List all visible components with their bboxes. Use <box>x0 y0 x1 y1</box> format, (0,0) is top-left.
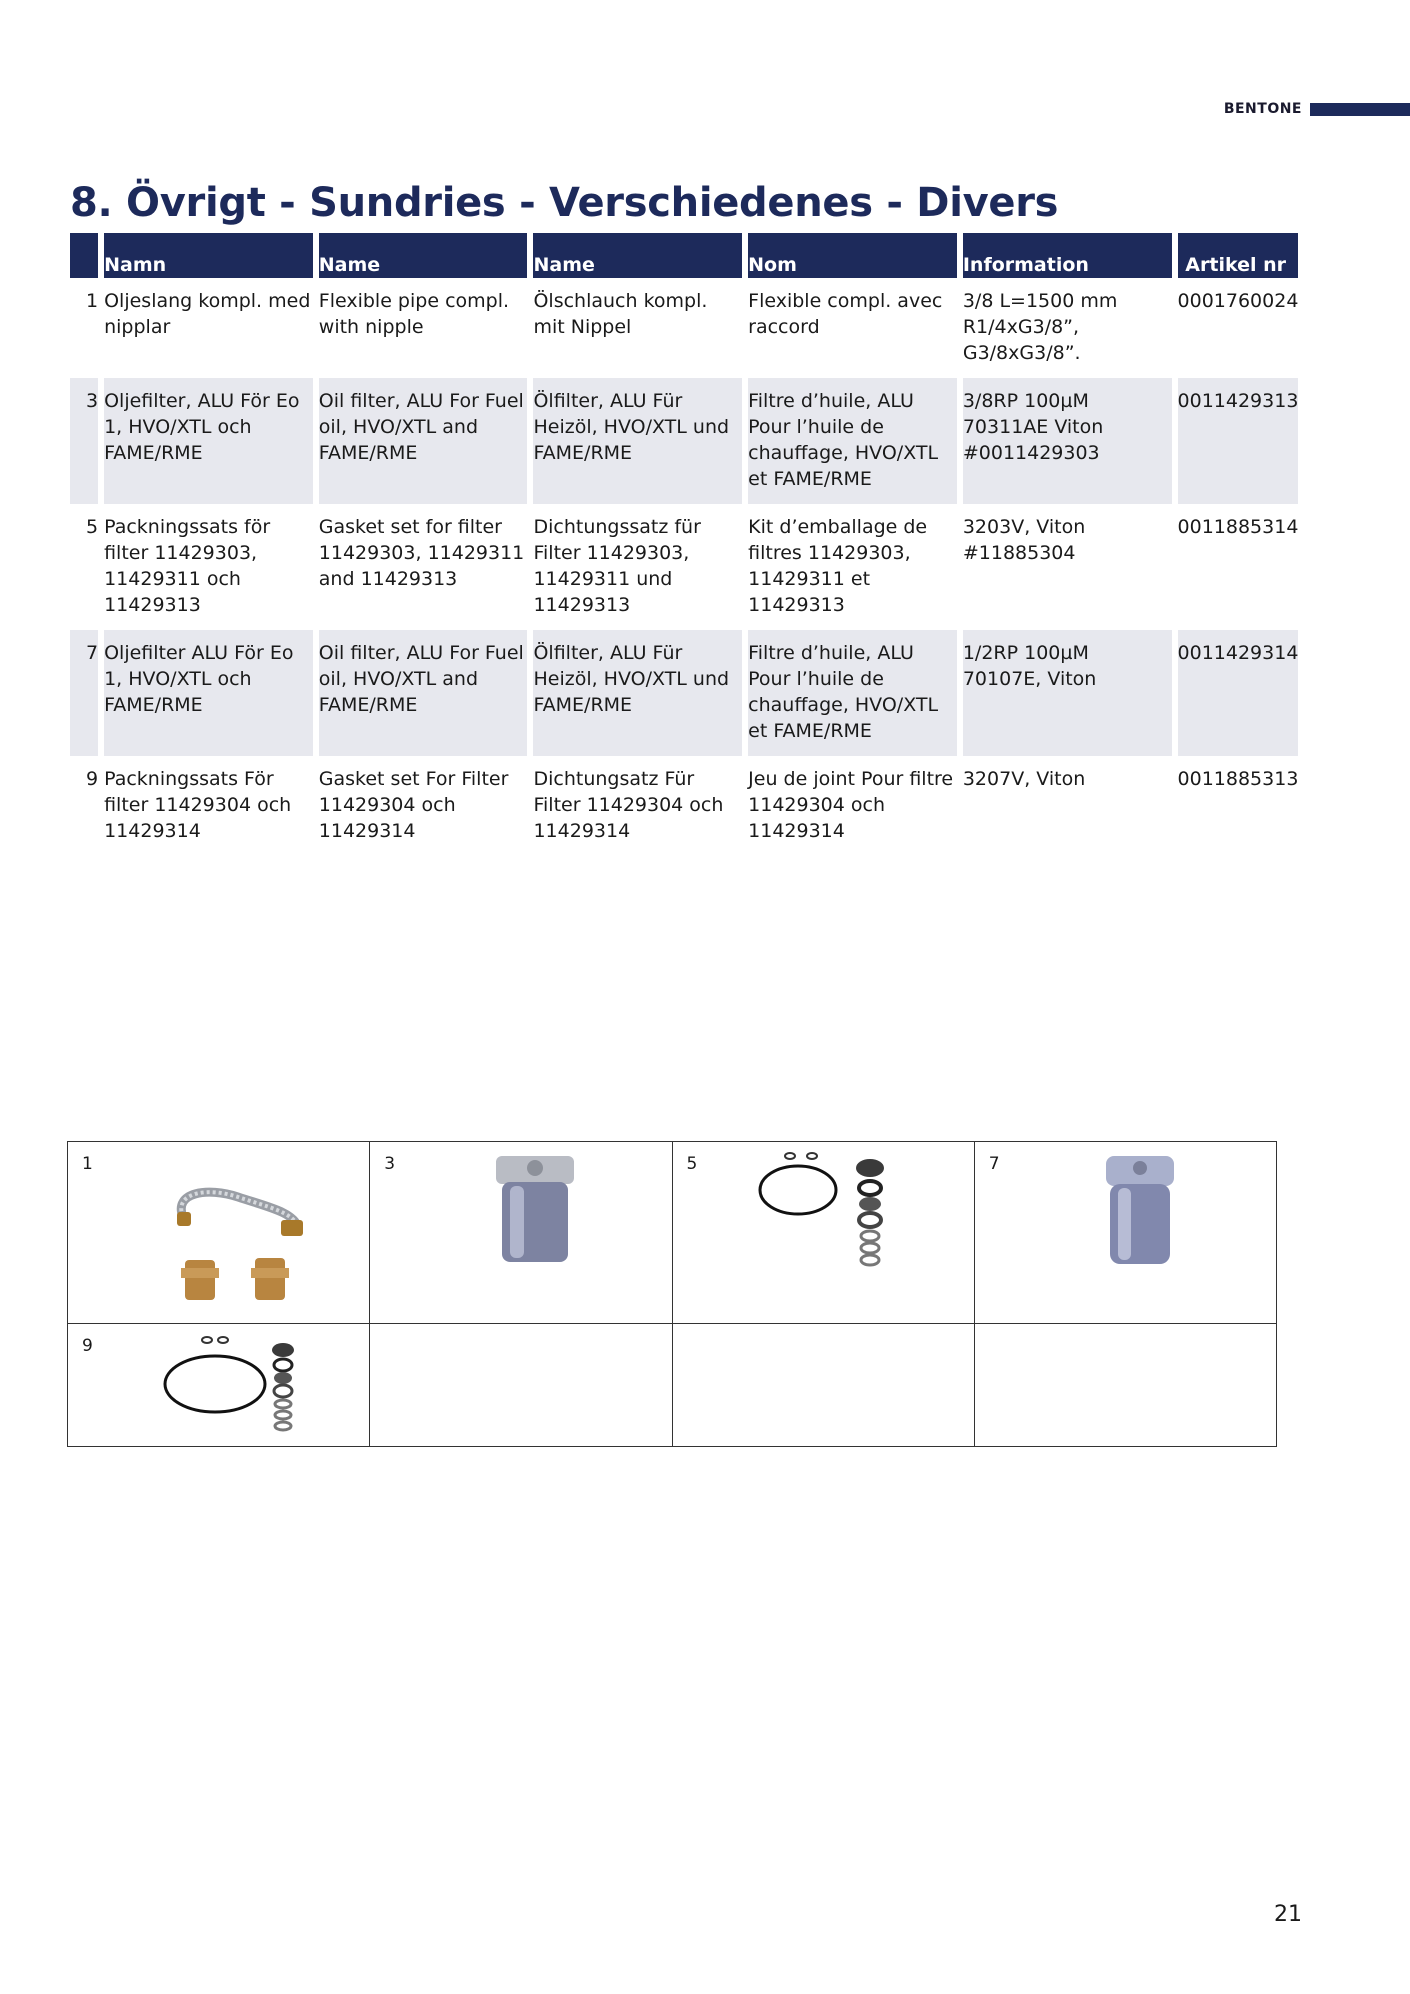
cell-en: Oil filter, ALU For Fuel oil, HVO/XTL and FAME/RME <box>319 378 528 504</box>
oil-filter-icon <box>490 1150 580 1270</box>
image-label: 7 <box>988 1154 1000 1174</box>
header-fr: Nom <box>748 233 957 278</box>
cell-info: 3203V, Viton #11885304 <box>962 516 1086 564</box>
cell-info: 3/8RP 100µM 70311AE Viton #0011429303 <box>963 378 1172 504</box>
table-header-row <box>70 233 1298 278</box>
cell-sv: Packningssats För filter 11429304 och 11429314 <box>104 768 292 842</box>
brand-name: BENTONE <box>1223 101 1302 117</box>
table-row <box>70 278 1298 378</box>
cell-en: Oil filter, ALU For Fuel oil, HVO/XTL and FAME/RME <box>319 630 528 756</box>
cell-sv: Packningssats för filter 11429303, 11429311 och 11429313 <box>104 516 271 616</box>
row-num: 7 <box>70 630 98 756</box>
row-num: 5 <box>86 516 99 538</box>
image-cell-5 <box>672 1142 974 1324</box>
header-art: Artikel nr <box>1178 233 1298 278</box>
row-num: 3 <box>70 378 98 504</box>
image-cell-empty <box>370 1324 672 1447</box>
header-info: Information <box>963 233 1172 278</box>
cell-de: Dichtungssatz für Filter 11429303, 11429311 und 11429313 <box>533 516 701 616</box>
cell-info: 1/2RP 100µM 70107E, Viton <box>963 630 1172 756</box>
image-label: 1 <box>82 1154 93 1174</box>
image-label: 3 <box>384 1154 396 1174</box>
brand-header <box>1224 100 1410 118</box>
image-label: 9 <box>82 1336 93 1356</box>
image-cell-9 <box>68 1324 370 1447</box>
cell-sv: Oljefilter ALU För Eo 1, HVO/XTL och FAME/RME <box>104 630 313 756</box>
brand-bar <box>1310 103 1410 116</box>
cell-en: Flexible pipe compl. with nipple <box>318 290 510 338</box>
gasket-set-icon <box>163 1332 303 1442</box>
image-cell-3 <box>370 1142 672 1324</box>
cell-fr: Kit d’emballage de filtres 11429303, 11429311 et 11429313 <box>748 516 928 616</box>
page-number: 21 <box>1274 1902 1302 1927</box>
image-label: 5 <box>686 1154 698 1174</box>
cell-info: 3/8 L=1500 mm R1/4xG3/8”, G3/8xG3/8”. <box>962 290 1118 364</box>
cell-art: 0001760024 <box>1177 290 1299 312</box>
cell-fr: Filtre d’huile, ALU Pour l’huile de chauffage, HVO/XTL et FAME/RME <box>748 630 957 756</box>
image-cell-1 <box>68 1142 370 1324</box>
table-row <box>70 504 1298 630</box>
header-en: Name <box>319 233 528 278</box>
cell-sv: Oljefilter, ALU För Eo 1, HVO/XTL och FAME/RME <box>104 378 313 504</box>
cell-en: Gasket set for filter 11429303, 11429311 and 11429313 <box>318 516 525 590</box>
cell-fr: Filtre d’huile, ALU Pour l’huile de chauffage, HVO/XTL et FAME/RME <box>748 378 957 504</box>
cell-de: Ölfilter, ALU Für Heizöl, HVO/XTL und FAME/RME <box>533 378 742 504</box>
cell-art: 0011885313 <box>1177 768 1299 790</box>
image-cell-empty <box>672 1324 974 1447</box>
cell-en: Gasket set For Filter 11429304 och 11429314 <box>318 768 509 842</box>
row-num: 9 <box>86 768 99 790</box>
cell-de: Ölschlauch kompl. mit Nippel <box>533 290 708 338</box>
gasket-set-icon <box>758 1148 898 1270</box>
cell-de: Ölfilter, ALU Für Heizöl, HVO/XTL und FAME/RME <box>533 630 742 756</box>
header-de: Name <box>533 233 742 278</box>
table-row <box>70 630 1298 756</box>
cell-art: 0011429314 <box>1178 630 1298 756</box>
header-num <box>70 233 98 278</box>
table-row <box>70 378 1298 504</box>
cell-sv: Oljeslang kompl. med nipplar <box>104 290 311 338</box>
oil-filter-icon <box>1100 1150 1180 1272</box>
image-cell-empty <box>974 1324 1276 1447</box>
cell-info: 3207V, Viton <box>962 768 1086 790</box>
image-cell-7 <box>974 1142 1276 1324</box>
parts-table <box>64 233 1304 856</box>
cell-art: 0011429313 <box>1178 378 1298 504</box>
product-image-grid <box>67 1141 1277 1447</box>
flexible-pipe-icon <box>163 1172 313 1312</box>
cell-de: Dichtungsatz Für Filter 11429304 och 11429314 <box>533 768 724 842</box>
cell-fr: Jeu de joint Pour filtre 11429304 och 11429314 <box>748 768 954 842</box>
cell-art: 0011885314 <box>1177 516 1299 538</box>
page-title: 8. Övrigt - Sundries - Verschiedenes - Divers <box>70 180 1059 226</box>
row-num: 1 <box>86 290 99 312</box>
header-sv: Namn <box>104 233 313 278</box>
table-row <box>70 756 1298 856</box>
cell-fr: Flexible compl. avec raccord <box>748 290 943 338</box>
